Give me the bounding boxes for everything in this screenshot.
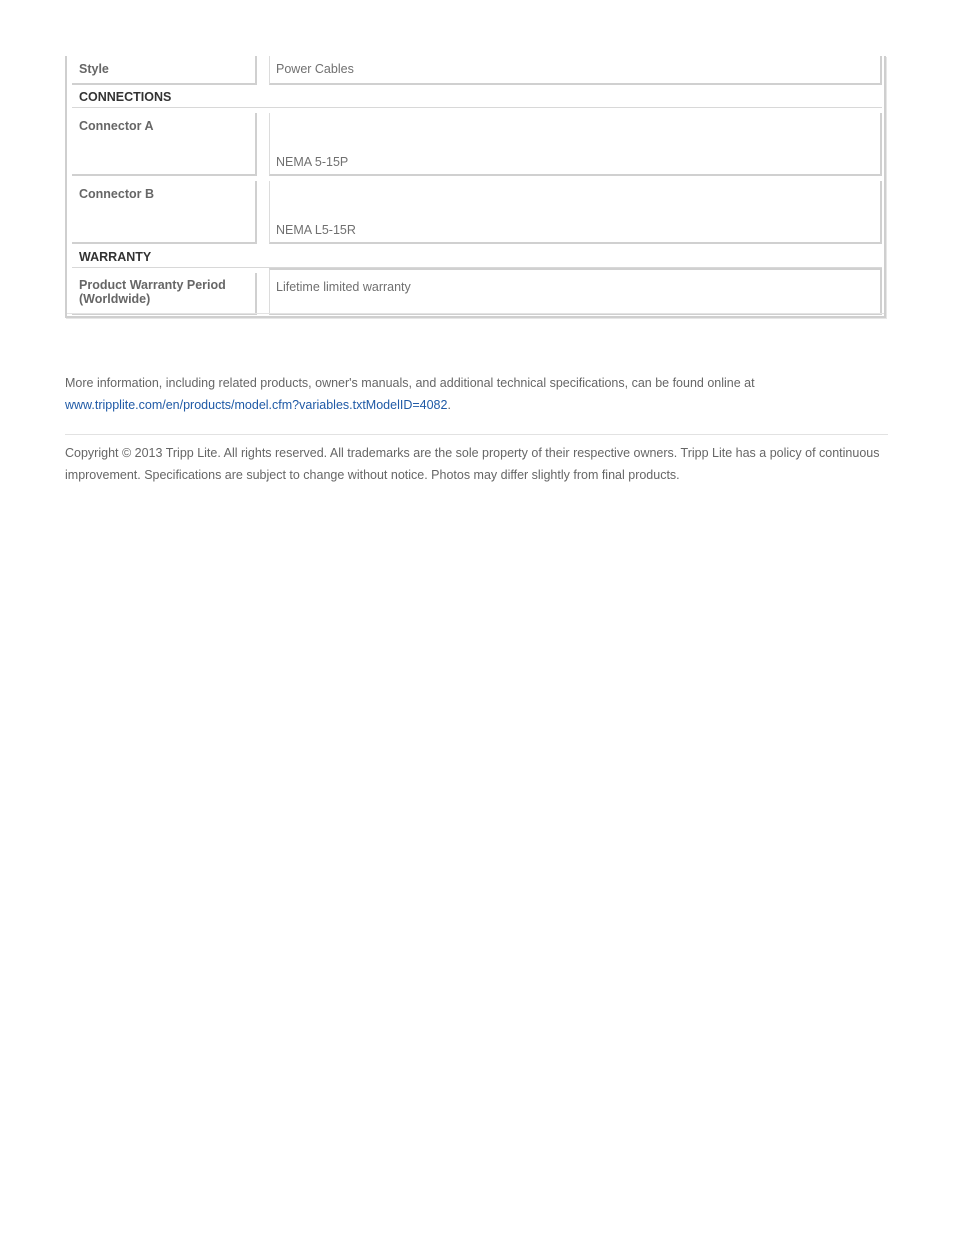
spec-label-connector-a: Connector A xyxy=(72,113,257,176)
spec-table xyxy=(65,56,886,318)
footer-divider xyxy=(65,434,888,435)
product-page-link[interactable]: www.tripplite.com/en/products/model.cfm?variables.txtModelID=4082 xyxy=(65,398,448,412)
copyright-notice: Copyright © 2013 Tripp Lite. All rights reserved. All trademarks are the sole property of their respective owners. Tripp Lite has a policy of continuous improvement. Specifications are subject to change without notice. Photos may differ slightly from final products. xyxy=(65,446,880,482)
section-heading-connections: CONNECTIONS xyxy=(72,89,882,108)
spec-value-connector-a: NEMA 5-15P xyxy=(269,113,882,176)
more-information-text: More information, including related products, owner's manuals, and additional technical specifications, can be found online at xyxy=(65,376,755,390)
spec-value-warranty-period: Lifetime limited warranty xyxy=(269,268,882,315)
spec-label-warranty-period: Product Warranty Period (Worldwide) xyxy=(72,273,257,315)
spec-label-connector-b: Connector B xyxy=(72,181,257,244)
spec-label-style: Style xyxy=(72,56,257,85)
more-information xyxy=(65,372,888,416)
section-heading-warranty: WARRANTY xyxy=(72,249,882,268)
spec-value-connector-b: NEMA L5-15R xyxy=(269,181,882,244)
spec-value-style: Power Cables xyxy=(269,56,882,85)
link-suffix: . xyxy=(447,398,451,412)
